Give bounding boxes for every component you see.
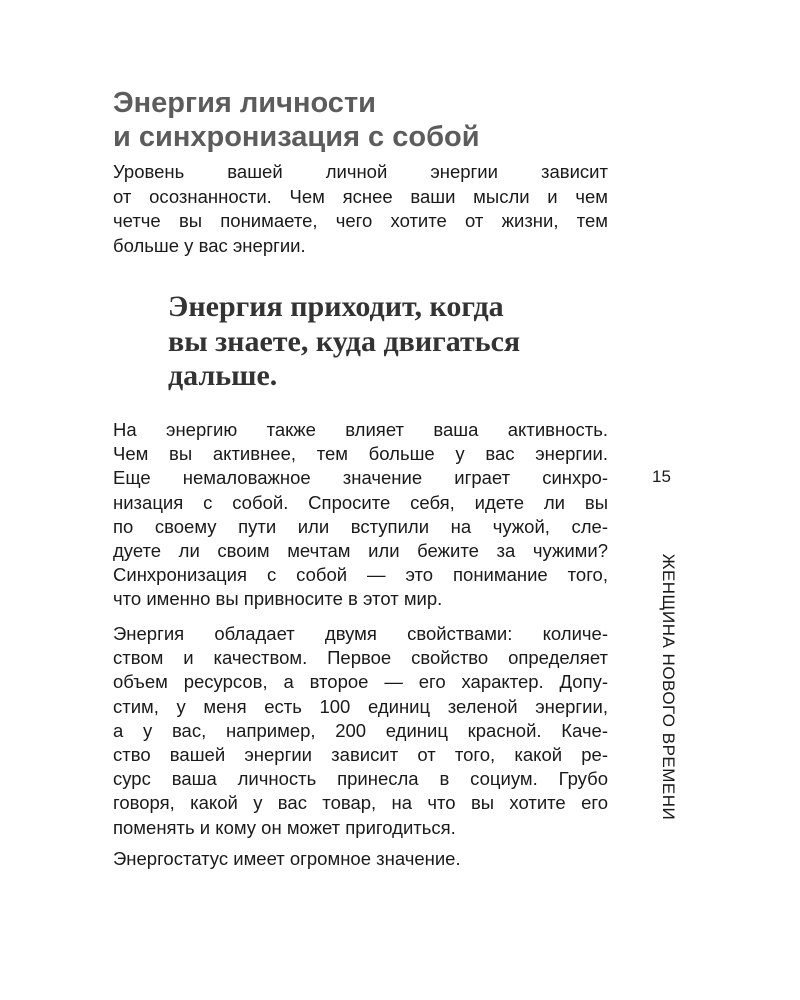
- text-line: по своему пути или вступили на чужой, сле-: [113, 515, 608, 537]
- running-title: ЖЕНЩИНА НОВОГО ВРЕМЕНИ: [659, 553, 678, 821]
- text-line: дуете ли своим мечтам или бежите за чужими?: [113, 540, 608, 562]
- text-line: На энергию также влияет ваша активность.: [113, 419, 608, 440]
- heading-line: Энергия личности: [113, 87, 376, 119]
- text-line: стим, у меня есть 100 единиц зеленой энергии,: [113, 695, 608, 717]
- text-line: Еще немаловажное значение играет синхро-: [113, 467, 608, 489]
- text-line: от осознанности. Чем яснее ваши мысли и чем: [113, 185, 608, 207]
- text-line: Чем вы активнее, тем больше у вас энергии.: [113, 443, 608, 465]
- chapter-heading: [113, 86, 613, 154]
- text-line: четче вы понимаете, чего хотите от жизни, тем: [113, 210, 608, 231]
- text-line: поменять и кому он может пригодиться.: [113, 816, 456, 838]
- quote-line: дальше.: [168, 359, 278, 392]
- text-line: Энергостатус имеет огромное значение.: [113, 848, 461, 869]
- text-line: а у вас, например, 200 единиц красной. Каче-: [113, 719, 608, 741]
- text-line: Синхронизация с собой — это понимание того,: [113, 564, 608, 586]
- pull-quote: [168, 290, 628, 394]
- page-number: 15: [652, 467, 671, 486]
- text-line: ство вашей энергии зависит от того, какой ре-: [113, 744, 608, 766]
- text-line: говоря, какой у вас товар, на что вы хотите его: [113, 792, 608, 814]
- body-paragraph-2: [113, 622, 608, 840]
- text-line: больше у вас энергии.: [113, 234, 306, 256]
- text-line: что именно вы привносите в этот мир.: [113, 588, 443, 610]
- intro-paragraph: [113, 160, 608, 258]
- body-paragraph-1: [113, 418, 608, 612]
- quote-line: Энергия приходит, когда: [168, 290, 504, 323]
- text-line: Уровень вашей личной энергии зависит: [113, 161, 608, 182]
- heading-line: и синхронизация с собой: [113, 121, 480, 153]
- text-line: ством и качеством. Первое свойство определяет: [113, 647, 608, 669]
- text-line: сурс ваша личность принесла в социум. Грубо: [113, 768, 608, 790]
- text-line: Энергия обладает двумя свойствами: количе-: [113, 623, 608, 644]
- text-line: низация с собой. Спросите себя, идете ли вы: [113, 491, 608, 513]
- quote-line: вы знаете, куда двигаться: [168, 324, 521, 358]
- text-line: объем ресурсов, а второе — его характер. Допу-: [113, 671, 608, 693]
- body-paragraph-3: [113, 847, 608, 871]
